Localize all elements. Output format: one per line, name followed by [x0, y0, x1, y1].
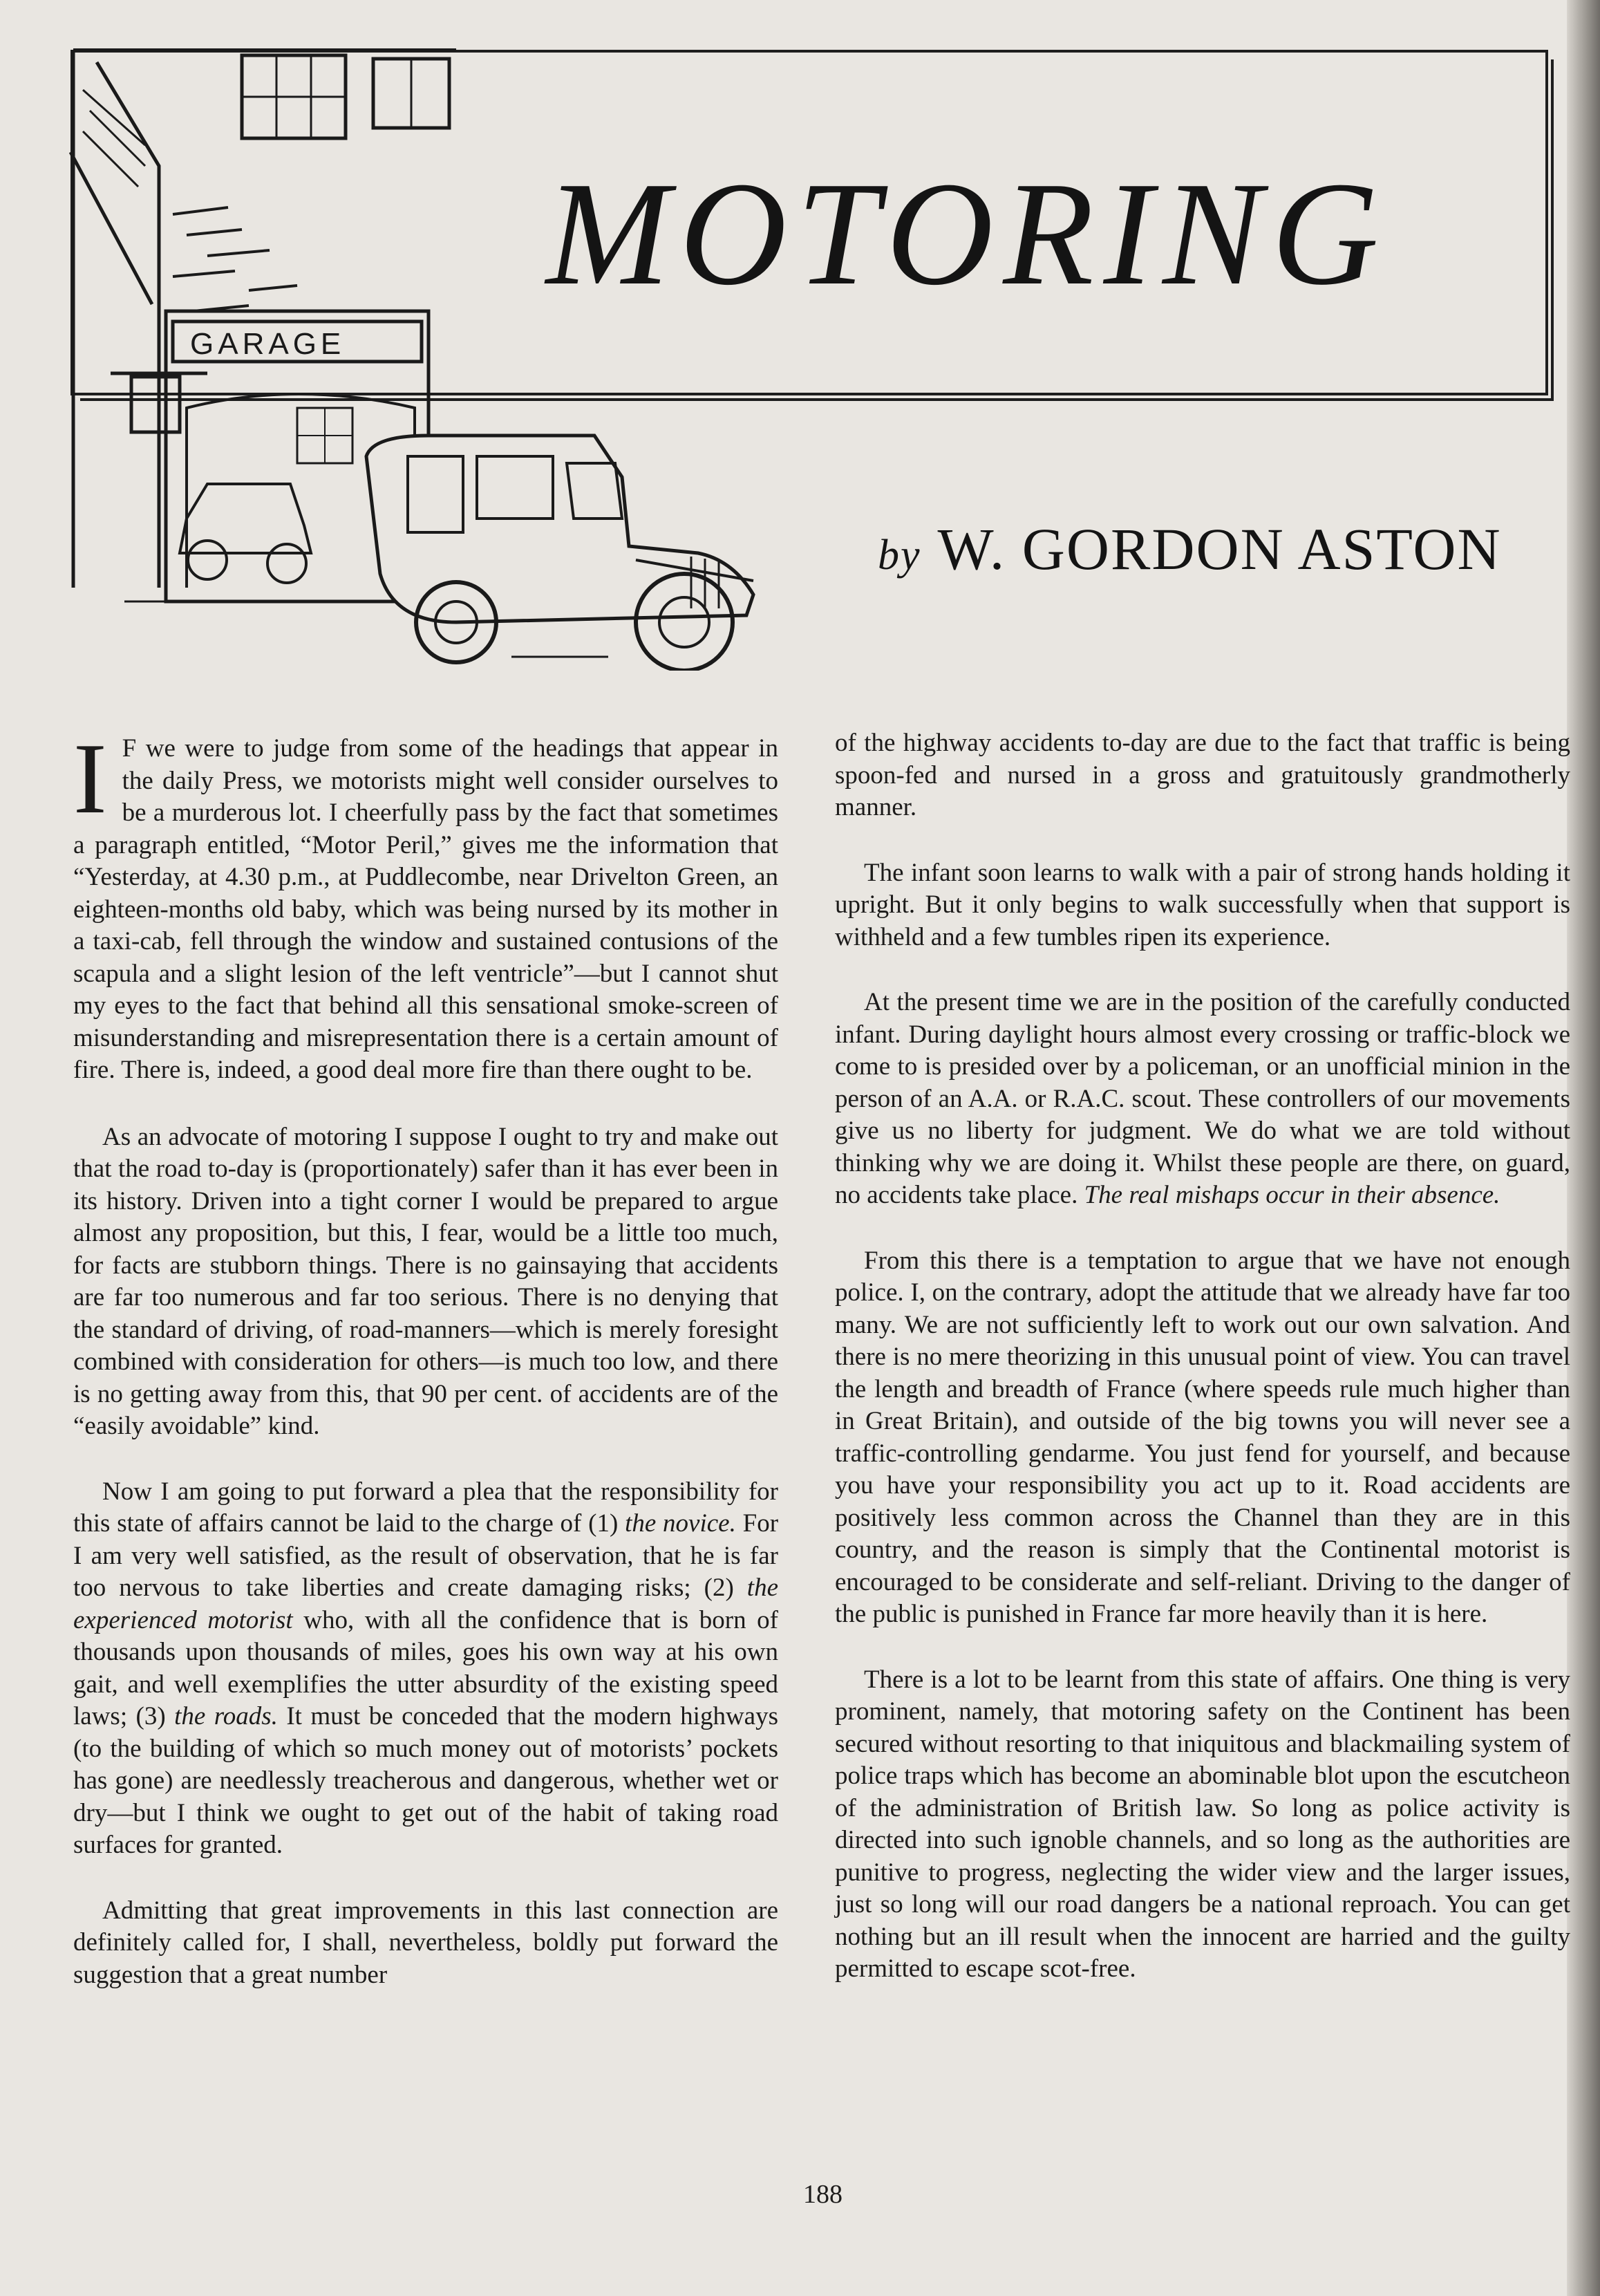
garage-sign-text: GARAGE — [190, 327, 346, 361]
page-edge-shadow — [1567, 0, 1600, 2296]
byline-author: W. GORDON ASTON — [937, 516, 1502, 582]
paragraph: The infant soon learns to walk with a pair of strong hands holding it upright. But it only begins to walk successfully when that support is withheld and a few tumbles ripen its experience. — [835, 858, 1570, 951]
paragraph: From this there is a temptation to argue that we have not enough police. I, on the contrary, adopt the attitude that we already have far too many. We are not sufficiently left to work out our own salvation. And there is no mere theorizing in this unusual point of view. You can travel the length and breadth of France (where speeds rule much higher than in Great Britain), and outside of the big towns you will never see a traffic-controlling gendarme. You just fend for yourself, and because you have your responsibility you act up to it. Road accidents are positively less common across the Channel than they are in this country, and the reason is simply that the Continental motorist is encouraged to be considerate and self-reliant. Driving to the danger of the public is punished in France far more heavily than it is here. — [835, 1246, 1570, 1628]
page-number: 188 — [803, 2180, 843, 2209]
article-column-right — [835, 727, 1570, 2019]
byline-prefix: by — [878, 532, 921, 579]
paragraph — [73, 722, 778, 1087]
byline — [878, 514, 1502, 584]
drop-cap: I — [73, 722, 107, 834]
paragraph: There is a lot to be learnt from this state of affairs. One thing is very prominent, namely, that motoring safety on the Continent has been secured without resorting to that iniquitous and blackmailing system of police traps which has become an abominable blot upon the escutcheon of the administration of British law. So long as police activity is directed into such ignoble channels, and so long as the authorities are punitive to progress, neglecting the wider view and the larger issues, just so long will our road dangers be a national reproach. You can get nothing but an ill result when the innocent are harried and the guilty permitted to escape scot-free. — [835, 1665, 1570, 1983]
paragraph: Now I am going to put forward a plea that the responsibility for this state of affairs cannot be laid to the charge of (1) the novice. For I am very well satisfied, as the result of observation, that he is far too nervous to take liberties and create damaging risks; (2) the experienced motorist who, with all the confidence that is born of thousands upon thousands of miles, goes his own way at his own gait, and well exemplifies the utter absurdity of the existing speed laws; (3) the roads. It must be conceded that the modern highways (to the building of which so much money out of motorists’ pockets has gone) are needlessly treacherous and dangerous, whether wet or dry—but I think we ought to get out of the habit of taking road surfaces for granted. — [73, 1477, 779, 1859]
garage-car-illustration — [69, 48, 802, 671]
paragraph: Admitting that great improvements in this last connection are definitely called for, I shall, nevertheless, boldly put forward the suggestion that a great number — [73, 1896, 778, 1989]
article-column-left — [73, 722, 779, 2024]
paragraph: of the highway accidents to-day are due to the fact that traffic is being spoon-fed and nursed in a gross and gratuitously grandmotherly manner. — [835, 729, 1570, 821]
paragraph: At the present time we are in the position of the carefully conducted infant. During daylight hours almost every crossing or traffic-block we come to is presided over by a policeman, or an unofficial minion in the person of an A.A. or R.A.C. scout. These controllers of our movements give us no liberty for judgment. We do what we are told without thinking why we are doing it. Whilst these people are there, on guard, no accidents take place. The real mishaps occur in their absence. — [835, 988, 1570, 1209]
article-title: MOTORING — [546, 151, 1389, 316]
paragraph: As an advocate of motoring I suppose I ought to try and make out that the road to-day is (proportionately) safer than it has ever been in its history. Driven into a tight corner I would be prepared to argue almost any proposition, but this, I fear, would be a little too much, for facts are stubborn things. There is no gainsaying that accidents are far too numerous and far too serious. There is no denying that the standard of driving, of road-manners—which is merely foresight combined with consideration for others—is much too low, and there is no getting away from this, that 90 per cent. of accidents are of the “easily avoidable” kind. — [73, 1122, 778, 1440]
paragraph-text: F we were to judge from some of the headings that appear in the daily Press, we motorists might well consider ourselves to be a murderous lot. I cheerfully pass by the fact that sometimes a paragraph entitled, “Motor Peril,” gives me the information that “Yesterday, at 4.30 p.m., at Puddlecombe, near Drivelton Green, an eighteen-months old baby, which was being nursed by its mother in a taxi-cab, fell through the window and sustained contusions of the scapula and a slight lesion of the left ventricle”—but I cannot shut my eyes to the fact that behind all this sensational smoke-screen of misunderstanding and misrepresentation there is a certain amount of fire. There is, indeed, a good deal more fire than there ought to be. — [73, 734, 778, 1084]
